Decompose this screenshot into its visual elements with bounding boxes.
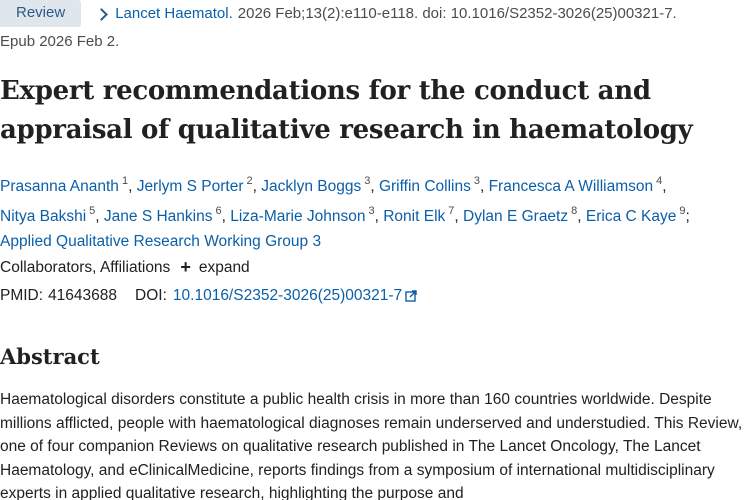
affiliation-ref[interactable]: 3 xyxy=(364,175,371,187)
author-link[interactable]: Dylan E Graetz xyxy=(463,208,569,225)
publication-type-badge: Review xyxy=(0,0,81,27)
author-link[interactable]: Francesca A Williamson xyxy=(488,178,654,195)
doi-label: DOI: xyxy=(135,287,167,304)
affiliation-ref[interactable]: 3 xyxy=(368,205,375,217)
author-link[interactable]: Nitya Bakshi xyxy=(0,208,87,225)
collaborators-row xyxy=(0,259,250,277)
doi-link[interactable]: 10.1016/S2352-3026(25)00321-7 xyxy=(172,287,403,304)
epub-date: Epub 2026 Feb 2. xyxy=(0,33,120,50)
citation-row xyxy=(0,0,677,27)
author-link[interactable]: Griffin Collins xyxy=(378,178,471,195)
expand-button[interactable] xyxy=(180,259,249,277)
affiliation-ref[interactable]: 2 xyxy=(246,175,253,187)
expand-label: expand xyxy=(198,259,250,276)
affiliation-ref[interactable]: 7 xyxy=(448,205,455,217)
affiliation-ref[interactable]: 6 xyxy=(215,205,222,217)
journal-link[interactable]: Lancet Haematol. xyxy=(115,5,233,22)
author-link[interactable]: Jacklyn Boggs xyxy=(261,178,362,195)
affiliation-ref[interactable]: 4 xyxy=(656,175,663,187)
identifiers-row xyxy=(0,287,417,305)
plus-icon: + xyxy=(180,257,191,277)
collaborators-label: Collaborators, Affiliations xyxy=(0,259,171,276)
pmid-label: PMID: xyxy=(0,287,44,304)
abstract-heading: Abstract xyxy=(0,344,100,369)
abstract-text: Haematological disorders constitute a public health crisis in more than 160 countries worldwide. Despite millions afflicted, people with haematological diagnoses remain underserved and understudied. This Review, one of four companion Reviews on qualitative research published in The Lancet Oncology, The Lancet Haematology, and eClinicalMedicine, reports findings from a symposium of international multidisciplinary experts in applied qualitative research, highlighting the purpose and xyxy=(0,391,743,500)
author-link[interactable]: Jane S Hankins xyxy=(103,208,213,225)
article-title: Expert recommendations for the conduct and appraisal of qualitative research in haematology xyxy=(0,76,693,145)
author-link[interactable]: Prasanna Ananth xyxy=(0,178,119,195)
author-link[interactable]: Jerlym S Porter xyxy=(136,178,244,195)
author-link[interactable]: Ronit Elk xyxy=(383,208,446,225)
working-group-link[interactable]: Applied Qualitative Research Working Group 3 xyxy=(0,233,322,250)
pmid-value: 41643688 xyxy=(48,287,118,304)
affiliation-ref[interactable]: 9 xyxy=(679,205,686,217)
external-link-icon[interactable] xyxy=(405,289,417,307)
affiliation-ref[interactable]: 3 xyxy=(473,175,480,187)
author-link[interactable]: Erica C Kaye xyxy=(585,208,677,225)
affiliation-ref[interactable]: 1 xyxy=(121,175,129,187)
affiliation-ref[interactable]: 8 xyxy=(571,205,578,217)
chevron-right-icon xyxy=(95,8,108,21)
citation-details: 2026 Feb;13(2):e110-e118. doi: 10.1016/S2352-3026(25)00321-7. xyxy=(237,5,677,22)
authors-list: Prasanna Ananth $^1$, Jerlym S Porter $^2$, Jacklyn Boggs $^3$, Griffin Collins $^3$, Francesca A Williamson $^4$, Nitya Bakshi $^5$, Jane S Hankins $^6$, Liza-Marie Johnson $^3$, Ronit Elk $^7$, Dylan E Graetz $^8$, Erica C Kaye $^9$; Applied Qualitative Research Working Group 3 xyxy=(0,175,690,250)
author-link[interactable]: Liza-Marie Johnson xyxy=(230,208,366,225)
affiliation-ref[interactable]: 5 xyxy=(89,205,96,217)
